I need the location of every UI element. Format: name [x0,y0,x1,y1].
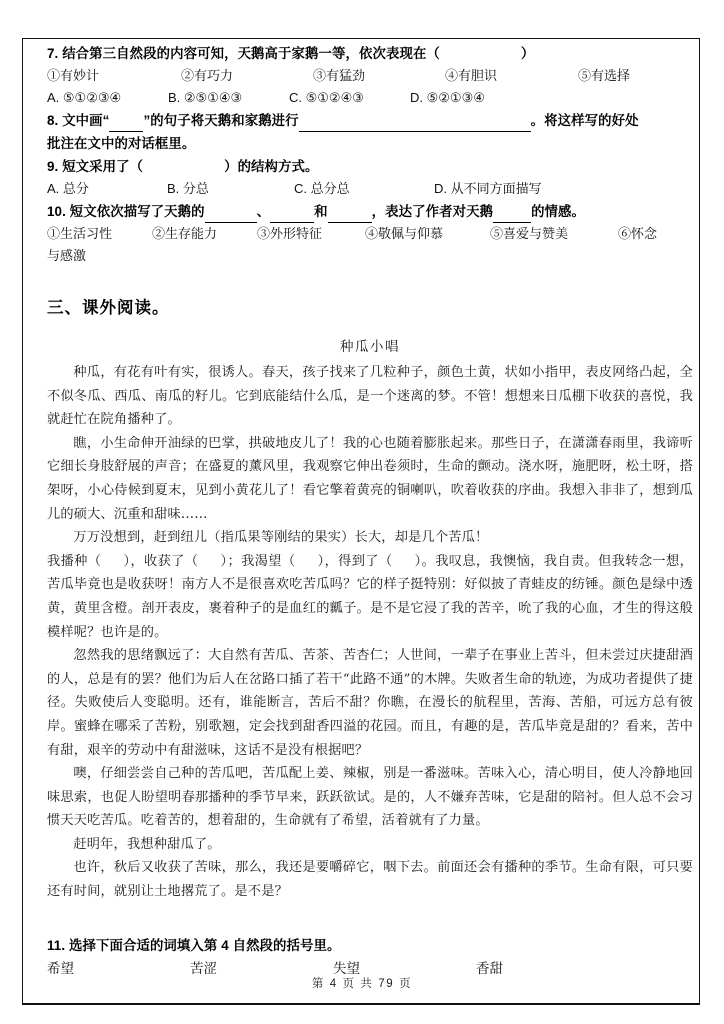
question-11-word-1[interactable]: 希望 [47,960,74,976]
question-10-text-part4: ，表达了作者对天鹅 [371,204,494,219]
essay-p4-mid3: ），得到了（ [317,553,393,569]
essay-p4-suffix: ）。我叹息，我懊恼，我自责。但我转念一想，苦瓜毕竟也是收获呀！南方人不是很喜欢吃苦瓜吗？它的样子挺特别：好似披了青蛙皮的纺锤。颜色是绿中透黄，黄里含橙。剖开表皮，裹着种子的是血红的瓤子。是不是它浸了我的苦辛，吮了我的心血，才生的得这般模样呢？也许是的。 [47,553,693,640]
question-10-option-5[interactable]: ⑤喜爱与赞美 [490,226,569,241]
essay-paragraph-1: 种瓜，有花有叶有实，很诱人。春天，孩子找来了几粒种子，颜色土黄，状如小指甲，表皮网络凸起，全不似冬瓜、西瓜、南瓜的籽儿。它到底能结什么瓜，是一个迷离的梦。不管！想想来日瓜棚下收获的喜悦，我就赶忙在院角播种了。 [47,365,693,428]
question-7-option-1[interactable]: ①有妙计 [47,68,100,83]
question-8-stem-line2: 批注在文中的对话框里。 [47,136,196,151]
essay-paragraph-5: 忽然我的思绪飘远了：大自然有苦瓜、苦茶、苦杏仁；人世间，一辈子在事业上苦斗，但未尝过庆捷甜酒的人，总是有的罢？他们为后人在岔路口插了若干“此路不通”的木牌。失败者生命的轨迹，为成功者提供了捷径。失败使后人变聪明。还有，谁能断言，苦后不甜？你瞧，在漫长的航程里，苦海、苦船，可远方总有彼岸。蜜蜂在哪采了苦粉，别歌翘，定会找到甜香四溢的花园。而且，有趣的是，苦瓜毕竟是甜的？看来，苦中有甜，艰辛的劳动中有甜滋味，这话不是没有根据吧？ [47,648,693,758]
essay-paragraph-4 [47,550,693,644]
question-7-option-5[interactable]: ⑤有选择 [578,68,631,83]
footer-divider [22,1003,700,1005]
question-9-choice-a[interactable]: A. 总分 [47,181,89,196]
question-10-option-2[interactable]: ②生存能力 [152,226,218,241]
question-10-options-overflow [47,245,693,267]
question-11-word-4[interactable]: 香甜 [476,960,503,976]
essay-title: 种瓜小唱 [340,339,400,355]
question-10-option-1[interactable]: ①生活习性 [47,226,113,241]
question-10-text-part1: 10. 短文依次描写了天鹅的 [47,204,205,219]
essay-paragraph-2: 瞧，小生命伸开油绿的巴掌，拱破地皮儿了！我的心也随着膨胀起来。那些日子，在潇潇春雨里，我谛听它细长身肢舒展的声音；在盛夏的薰风里，我观察它伸出卷须时，生命的颤动。浇水呀，施肥呀，松土呀，搭架呀，小心侍候到夏末，见到小黄花儿了！看它擎着黄亮的铜喇叭，吹着收获的序曲。我想入非非了，想到瓜儿的硕大、沉重和甜味…… [47,435,693,522]
essay-paragraph-3: 万万没想到，赶到纽儿（指瓜果等刚结的果实）长大，却是几个苦瓜！ [73,530,489,546]
essay-p4-mid1: ），收获了（ [123,553,199,569]
question-8-answer-blank[interactable] [299,117,531,132]
question-10-option-6-cont[interactable]: 与感激 [47,248,87,263]
question-9-choices [47,178,693,200]
question-11-word-2[interactable]: 苦涩 [190,960,217,976]
essay-paragraph-6: 噢，仔细尝尝自己种的苦瓜吧，苦瓜配上姜、辣椒，别是一番滋味。苦味入心，清心明目，使人冷静地回味思索，也促人盼望明春那播种的季节早来，跃跃欲试。是的，人不嫌弃苦味，它是甜的陪衬。但人总不会习惯天天吃苦瓜。吃着苦的，想着甜的，生命就有了希望，活着就有了力量。 [47,766,693,829]
question-10-options [47,223,693,245]
question-7-choice-d[interactable]: D. ⑤②①③④ [410,90,485,105]
question-7-option-3[interactable]: ③有猛劲 [313,68,366,83]
question-7-option-4[interactable]: ④有胆识 [445,68,498,83]
question-10-text-part2: 、 [256,204,271,219]
question-9-choice-b[interactable]: B. 分总 [167,181,209,196]
question-9-choice-d[interactable]: D. 从不同方面描写 [434,181,542,196]
question-10-text-part5: 的情感。 [531,204,586,219]
question-8-quote-blank[interactable] [109,117,143,132]
question-11-word-3[interactable]: 失望 [333,960,360,976]
question-10-blank-3[interactable] [328,208,372,223]
question-8-stem [47,109,693,132]
essay-p4-prefix: 我播种（ [47,553,102,569]
page-footer: 第 4 页 共 79 页 [311,978,413,990]
page-content [47,42,693,981]
question-10-stem [47,200,693,223]
essay-p4-mid2: ）；我渴望（ [220,553,296,569]
question-11-block [47,934,693,981]
question-10-blank-4[interactable] [493,208,531,223]
question-10-option-4[interactable]: ④敬佩与仰慕 [365,226,444,241]
question-8-text-part3: 。将这样写的好处 [530,113,639,128]
essay-paragraph-7: 赶明年，我想种甜瓜了。 [73,836,221,852]
question-7-stem: 7. 结合第三自然段的内容可知，天鹅高于家鹅一等，依次表现在（ ） [47,46,535,61]
question-7-option-2[interactable]: ②有巧力 [181,68,234,83]
question-10-blank-1[interactable] [205,208,257,223]
essay-paragraph-8: 也许，秋后又收获了苦味，那么，我还是要嚼碎它，咽下去。前面还会有播种的季节。生命有限，可只要还有时间，就别让土地撂荒了。是不是？ [47,860,693,900]
question-10-blank-2[interactable] [270,208,314,223]
question-7-options [47,65,693,87]
question-10-text-part3: 和 [314,204,328,219]
question-11-stem: 11. 选择下面合适的词填入第 4 自然段的括号里。 [47,937,341,953]
question-8-text-part1: 8. 文中画“ [47,113,110,128]
question-10-option-3[interactable]: ③外形特征 [257,226,323,241]
question-9-stem: 9. 短文采用了（ ）的结构方式。 [47,159,319,174]
question-7-choices [47,87,693,109]
question-7-choice-c[interactable]: C. ⑤①②④③ [289,90,364,105]
question-9-choice-c[interactable]: C. 总分总 [294,181,350,196]
section-heading-extracurricular-reading: 三、课外阅读。 [47,299,170,317]
question-8-text-part2: ”的句子将天鹅和家鹅进行 [143,113,299,128]
question-7-choice-a[interactable]: A. ⑤①②③④ [47,90,122,105]
question-10-option-6[interactable]: ⑥怀念 [618,226,658,241]
question-7-choice-b[interactable]: B. ②⑤①④③ [168,90,243,105]
